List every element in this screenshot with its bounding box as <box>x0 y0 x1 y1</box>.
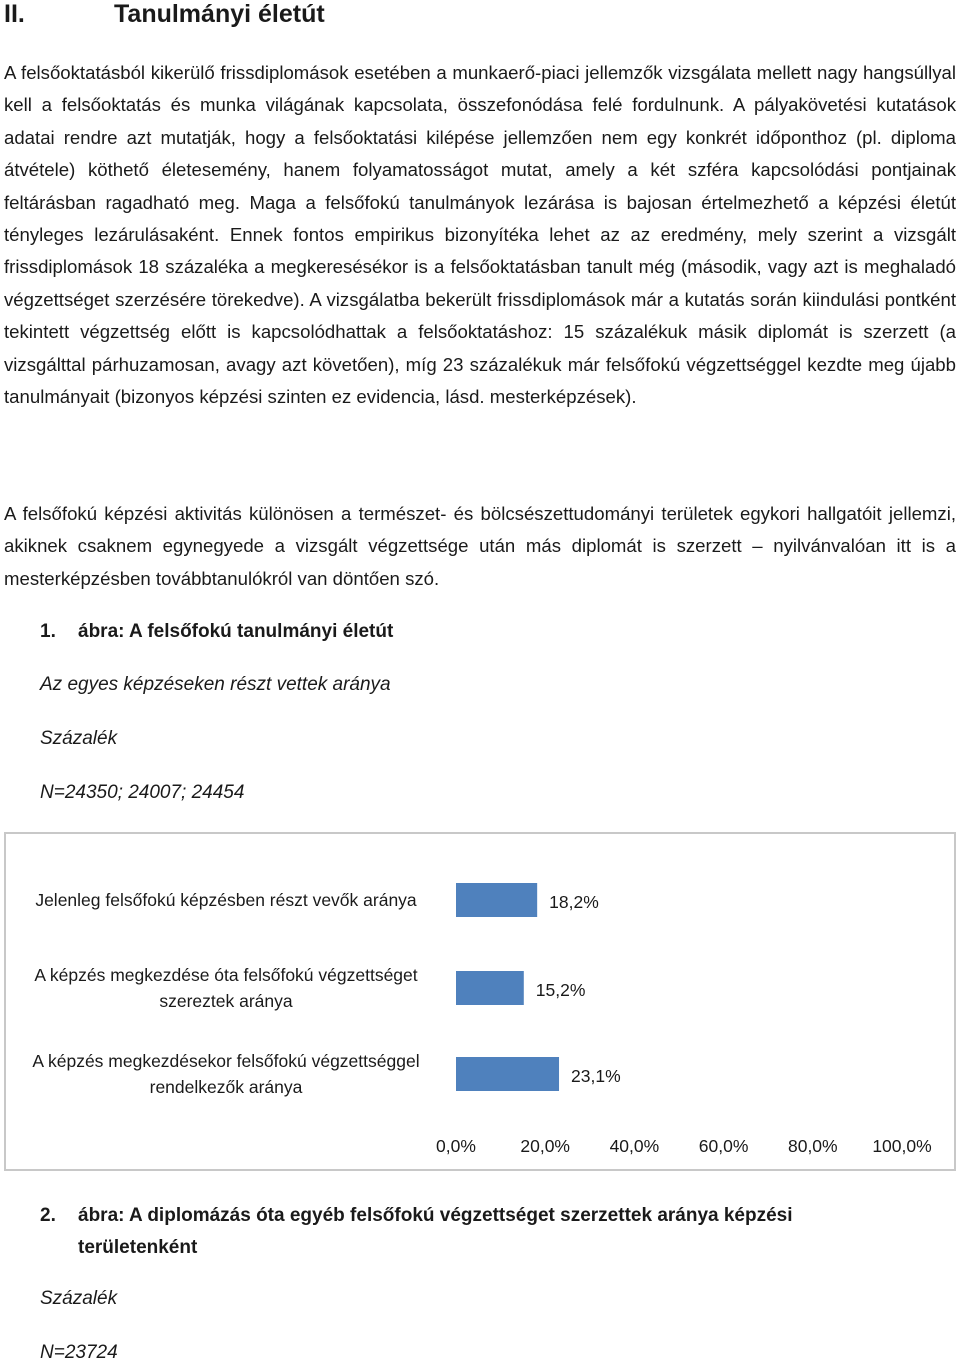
category-label: A képzés megkezdése óta felsőfokú végzettséget <box>34 965 418 985</box>
figure-1-number: 1. <box>40 621 56 642</box>
figure-2-n: N=23724 <box>40 1342 118 1363</box>
x-tick-label: 60,0% <box>698 1136 749 1156</box>
chart-container <box>4 832 956 1171</box>
x-tick-label: 40,0% <box>609 1136 660 1156</box>
category-label: rendelkezők aránya <box>149 1077 303 1097</box>
data-label: 18,2% <box>549 892 599 912</box>
paragraph-1: A felsőoktatásból kikerülő frissdiplomások esetében a munkaerő-piaci jellemzők vizsgálata mellett nagy hangsúllyal kell a felsőoktatás és munka világának kapcsolata, összefonódása felé fordulnunk. A pályakövetési kutatások adatai rendre azt mutatják, hogy a felsőoktatási kilépése jellemzően nem egy konkrét időponthoz (pl. diploma átvétele) köthető életesemény, hanem folyamatosságot mutat, amely a két szféra kapcsolódási pontjainak feltárásban ragadható meg. Maga a felsőfokú tanulmányok lezárása is bajosan értelmezhető a képzési életút tényleges lezárulásaként. Ennek fontos empirikus bizonyítéka lehet az az eredmény, mely szerint a vizsgált frissdiplomások 18 százaléka a megkeresésékor is a felsőoktatásban tanult még (második, vagy azt is meghaladó végzettséget szerzésére törekedve). A vizsgálatba bekerült frissdiplomások már a kutatás során kiindulási pontként tekintett végzettség előtt is kapcsolódhattak a felsőoktatáshoz: 15 százalékuk másik diplomát is szerzett (a vizsgálttal párhuzamosan, avagy azt követően), míg 23 százalékuk már felsőfokú végzettséggel kezdte meg újabb tanulmányait (bizonyos képzési szinten ez evidencia, lásd. mesterképzések). <box>4 62 956 408</box>
section-number: II. <box>4 0 25 28</box>
category-label: szereztek aránya <box>159 991 293 1011</box>
figure-1-title <box>40 616 393 648</box>
x-tick-label: 100,0% <box>872 1136 932 1156</box>
x-tick-label: 80,0% <box>787 1136 838 1156</box>
category-label: A képzés megkezdésekor felsőfokú végzettséggel <box>32 1051 420 1071</box>
paragraph-2: A felsőfokú képzési aktivitás különösen a természet- és bölcsészettudományi területek egykori hallgatóit jellemzi, akiknek csaknem egynegyede a vizsgált végzettsége után más diplomát is szerzett – nyilvánvalóan itt is a mesterképzésben továbbtanulókról van döntően szó. <box>4 503 956 589</box>
bar-chart <box>6 834 954 1169</box>
figure-2-number: 2. <box>40 1205 56 1226</box>
figure-1-subtitle: Az egyes képzéseken részt vettek aránya <box>40 674 391 695</box>
section-heading <box>4 0 325 29</box>
category-label: Jelenleg felsőfokú képzésben részt vevők aránya <box>35 890 417 910</box>
figure-1-unit: Százalék <box>40 728 118 749</box>
bar <box>456 883 537 917</box>
bar <box>456 971 524 1005</box>
figure-2-title-text: ábra: A diplomázás óta egyéb felsőfokú végzettséget szerzettek aránya képzési területenként <box>78 1205 793 1258</box>
x-tick-label: 20,0% <box>520 1136 571 1156</box>
figure-1-title-text: ábra: A felsőfokú tanulmányi életút <box>78 621 394 642</box>
figure-2-title <box>40 1200 860 1264</box>
figure-2-unit: Százalék <box>40 1288 118 1309</box>
x-tick-label: 0,0% <box>436 1136 476 1156</box>
data-label: 23,1% <box>571 1066 621 1086</box>
bar <box>456 1057 559 1091</box>
figure-1-n: N=24350; 24007; 24454 <box>40 782 245 803</box>
section-title: Tanulmányi életút <box>114 0 325 28</box>
data-label: 15,2% <box>535 980 586 1000</box>
